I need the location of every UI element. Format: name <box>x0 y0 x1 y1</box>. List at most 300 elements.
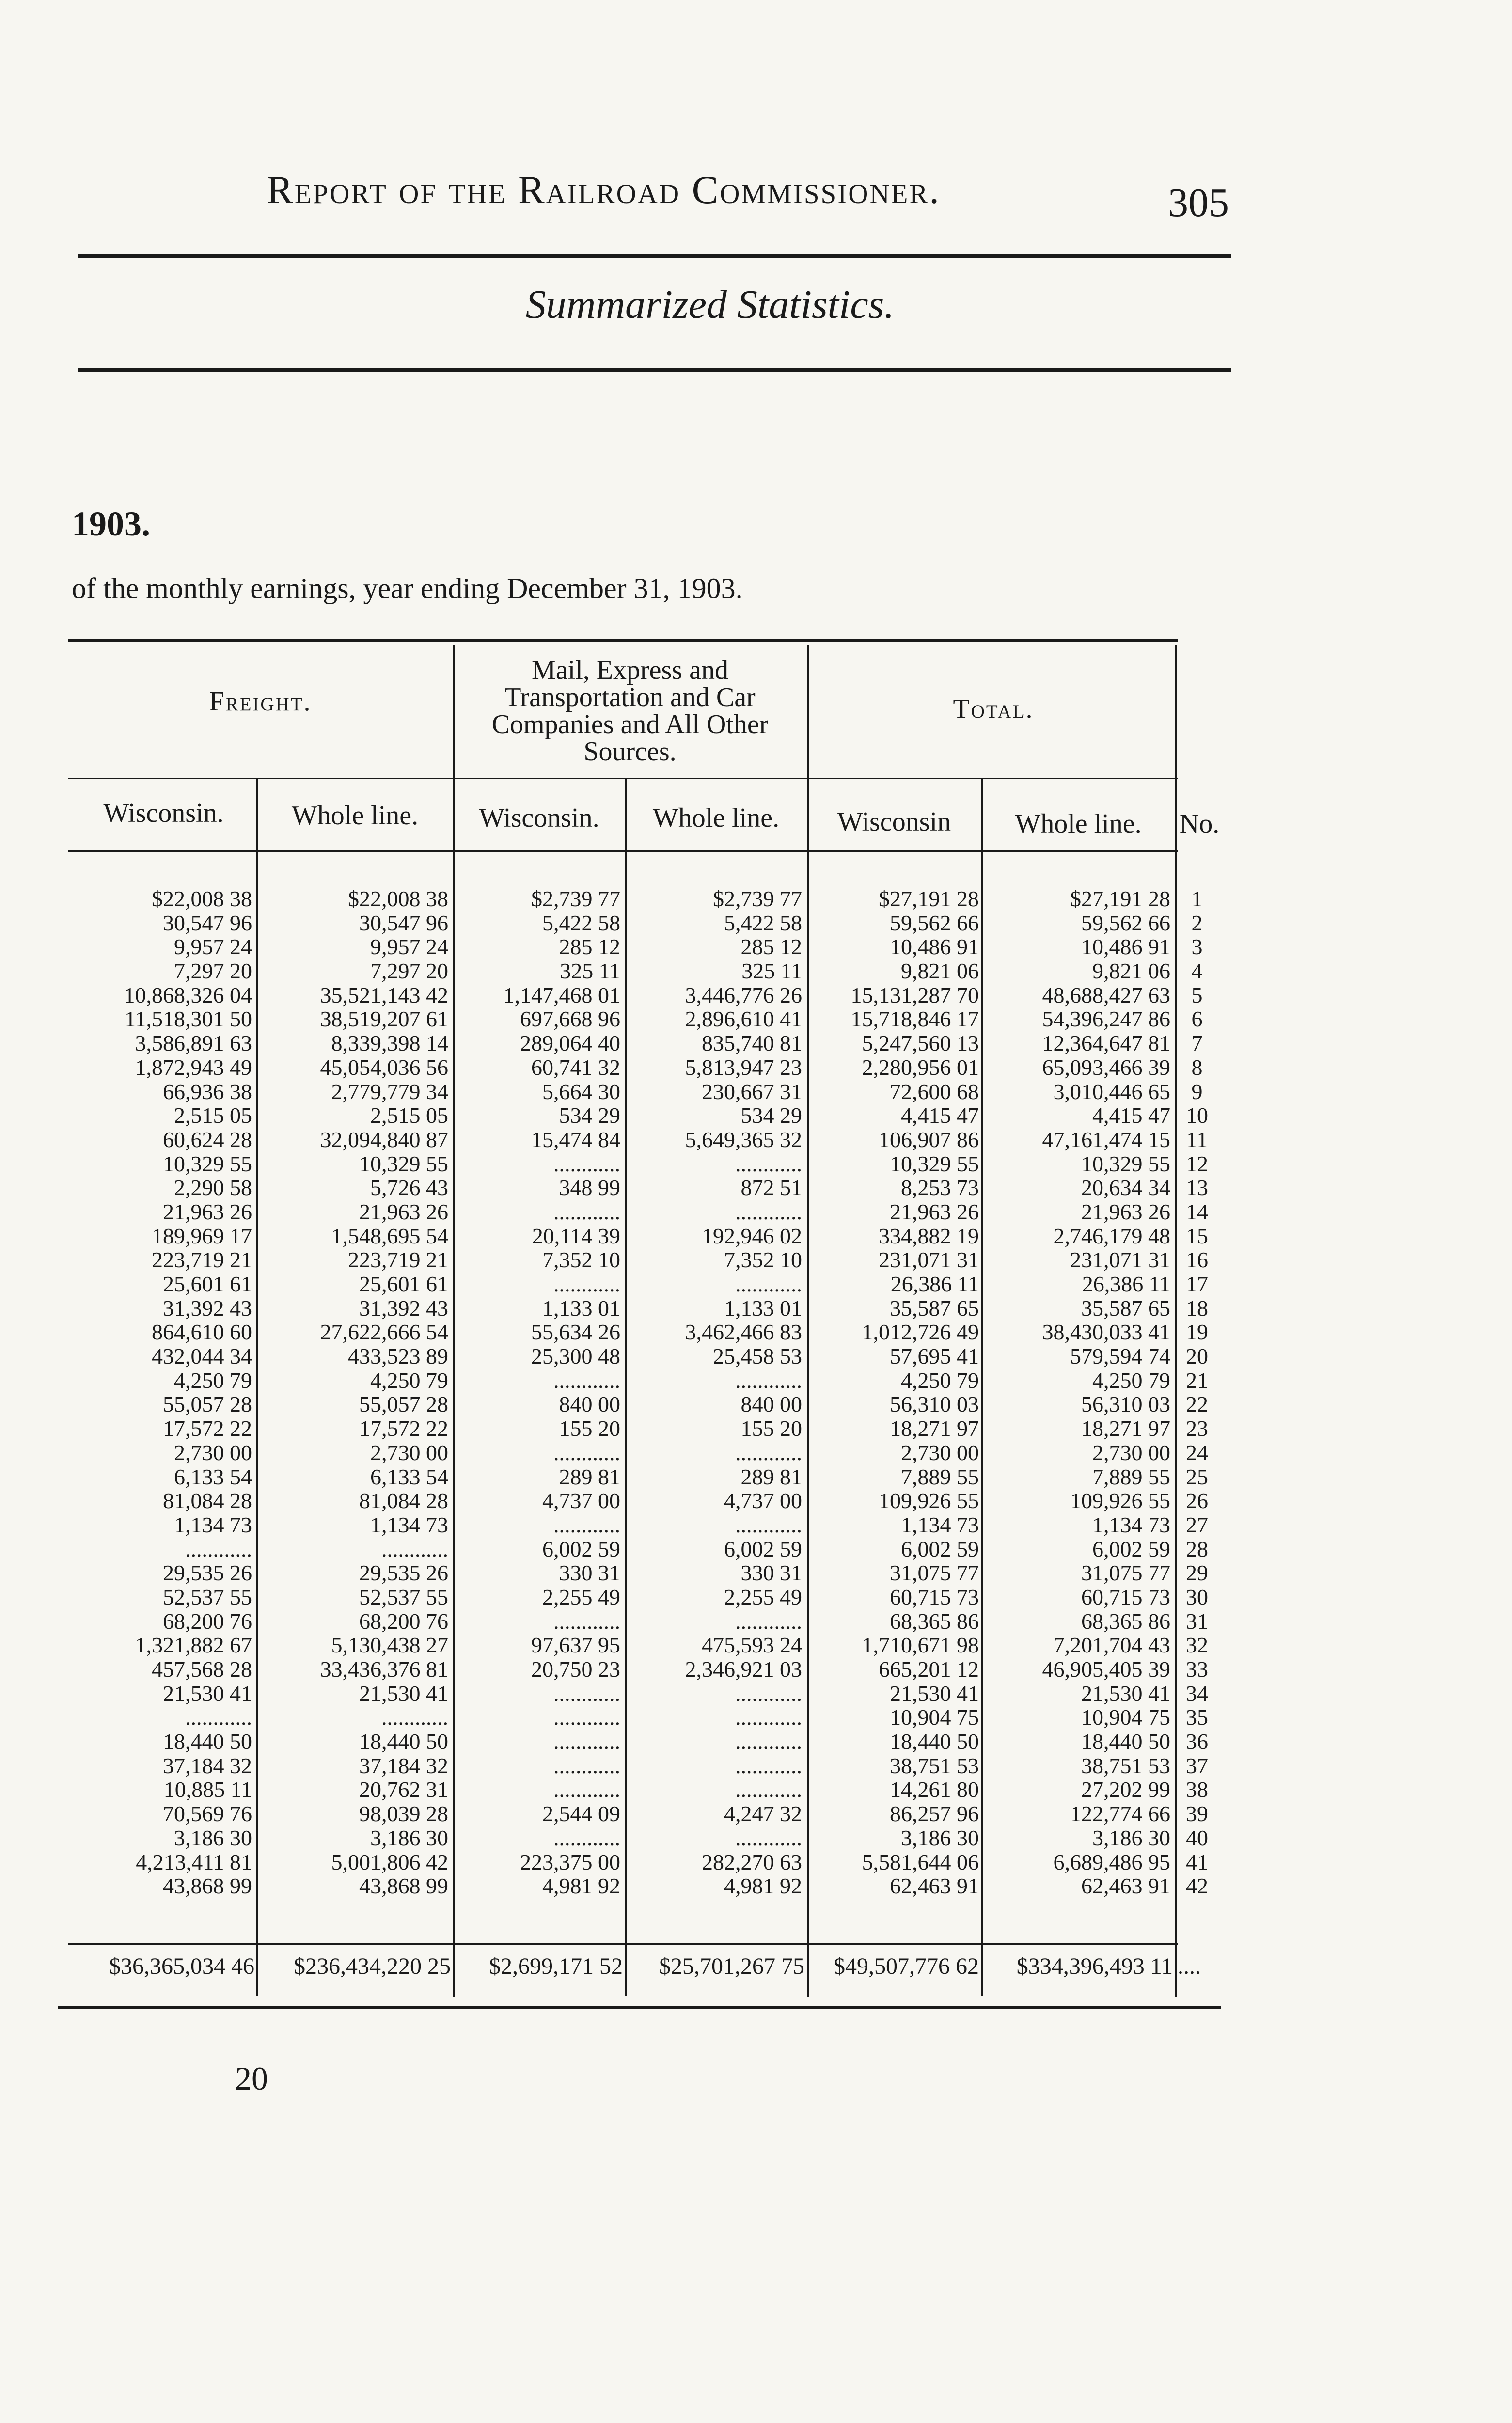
table-cell: 223,375 00 <box>520 1849 620 1874</box>
table-cell: 29,535 26 <box>359 1560 448 1586</box>
table-cell: 432,044 34 <box>152 1344 252 1369</box>
table-cell: 1,548,695 54 <box>331 1223 448 1248</box>
table-cell: ............ <box>553 1825 620 1850</box>
col-header-mail-whole-line: Whole line. <box>652 803 780 833</box>
row-number: 16 <box>1186 1247 1208 1273</box>
table-cell: 32,094,840 87 <box>320 1127 448 1152</box>
table-cell: ............ <box>185 1705 252 1730</box>
table-cell: 4,250 79 <box>1092 1368 1170 1393</box>
table-cell: 1,710,671 98 <box>862 1633 979 1658</box>
table-cell: 21,963 26 <box>163 1199 252 1224</box>
total-total-wisconsin: $49,507,776 62 <box>834 1953 979 1979</box>
table-cell: 21,530 41 <box>1081 1681 1170 1706</box>
table-cell: 3,186 30 <box>174 1825 252 1850</box>
table-cell: 68,365 86 <box>1081 1608 1170 1634</box>
table-cell: 864,610 60 <box>152 1320 252 1345</box>
table-cell: 31,075 77 <box>890 1560 979 1586</box>
table-cell: 59,562 66 <box>1081 910 1170 935</box>
table-cell: 7,889 55 <box>1092 1464 1170 1489</box>
row-number: 10 <box>1186 1103 1208 1128</box>
table-cell: 27,622,666 54 <box>320 1320 448 1345</box>
table-cell: 4,415 47 <box>1092 1103 1170 1128</box>
table-cell: 7,297 20 <box>370 959 448 984</box>
column-total-wisconsin <box>812 887 979 1898</box>
table-cell: 26,386 11 <box>1082 1272 1170 1296</box>
row-number: 42 <box>1186 1873 1208 1899</box>
table-cell: ............ <box>553 1272 620 1296</box>
table-cell: 60,715 73 <box>890 1584 979 1609</box>
row-number: 22 <box>1186 1392 1208 1417</box>
table-cell: 4,247 32 <box>724 1801 802 1826</box>
table-cell: 46,905,405 39 <box>1042 1657 1170 1682</box>
table-cell: 20,750 23 <box>531 1657 620 1682</box>
table-cell: 2,255 49 <box>724 1584 802 1609</box>
table-cell: 4,250 79 <box>901 1368 979 1393</box>
column-freight-wisconsin <box>73 887 252 1898</box>
totals-rule <box>68 1943 1178 1945</box>
table-cell: 2,730 00 <box>901 1440 979 1465</box>
table-cell: 20,634 34 <box>1081 1175 1170 1200</box>
table-cell: 47,161,474 15 <box>1042 1127 1170 1152</box>
table-year: 1903. <box>72 504 150 543</box>
table-cell: 9,821 06 <box>901 959 979 984</box>
row-number: 13 <box>1186 1175 1208 1200</box>
table-cell: 52,537 55 <box>359 1584 448 1609</box>
row-number: 20 <box>1186 1344 1208 1369</box>
table-cell: 5,422 58 <box>542 910 620 935</box>
signature-mark: 20 <box>235 2060 268 2097</box>
table-cell: 4,737 00 <box>724 1488 802 1513</box>
table-cell: 4,213,411 81 <box>136 1849 252 1874</box>
group-header-freight: Freight. <box>209 687 312 717</box>
table-cell: 122,774 66 <box>1070 1801 1170 1826</box>
table-cell: ............ <box>735 1729 802 1754</box>
table-cell: ............ <box>735 1753 802 1778</box>
table-cell: ............ <box>735 1777 802 1802</box>
table-cell: 10,329 55 <box>1081 1151 1170 1176</box>
table-cell: 38,430,033 41 <box>1042 1320 1170 1345</box>
table-cell: 2,255 49 <box>542 1584 620 1609</box>
table-cell: 21,530 41 <box>163 1681 252 1706</box>
table-cell: 2,515 05 <box>370 1103 448 1128</box>
table-cell: ............ <box>553 1199 620 1224</box>
row-number: 26 <box>1186 1488 1208 1513</box>
table-cell: 72,600 68 <box>890 1079 979 1104</box>
table-cell: ............ <box>735 1705 802 1730</box>
row-number: 35 <box>1186 1705 1208 1730</box>
column-header-rule <box>68 778 1178 779</box>
table-cell: 457,568 28 <box>152 1657 252 1682</box>
table-cell: $27,191 28 <box>879 886 979 911</box>
table-cell: 81,084 28 <box>163 1488 252 1513</box>
table-cell: 25,601 61 <box>163 1272 252 1296</box>
table-cell: 5,726 43 <box>370 1175 448 1200</box>
group-header-mail: Mail, Express and Transportation and Car Companies and All Other Sources. <box>491 655 769 767</box>
table-cell: 872 51 <box>740 1175 802 1200</box>
table-cell: ............ <box>553 1705 620 1730</box>
row-number: 2 <box>1191 910 1203 935</box>
divider-mail-total <box>807 645 809 1997</box>
table-cell: 2,346,921 03 <box>685 1657 802 1682</box>
row-number: 31 <box>1186 1608 1208 1634</box>
table-cell: 15,718,846 17 <box>850 1007 979 1032</box>
total-row-number: .... <box>1178 1953 1201 1979</box>
row-number: 25 <box>1186 1464 1208 1489</box>
row-number: 6 <box>1191 1007 1203 1032</box>
table-cell: 17,572 22 <box>163 1416 252 1441</box>
total-total-whole-line: $334,396,493 11 <box>1016 1953 1173 1979</box>
divider-total-cols <box>981 779 983 1996</box>
table-cell: 6,002 59 <box>901 1536 979 1561</box>
table-cell: 3,186 30 <box>901 1825 979 1850</box>
divider-freight-mail <box>453 645 455 1997</box>
table-cell: 35,587 65 <box>1081 1295 1170 1321</box>
table-cell: 10,486 91 <box>890 934 979 960</box>
row-number: 14 <box>1186 1199 1208 1224</box>
table-cell: 475,593 24 <box>702 1633 802 1658</box>
table-cell: 1,147,468 01 <box>503 982 620 1007</box>
table-cell: 30,547 96 <box>359 910 448 935</box>
table-cell: 21,963 26 <box>890 1199 979 1224</box>
table-cell: 68,200 76 <box>359 1608 448 1634</box>
table-cell: $22,008 38 <box>348 886 448 911</box>
table-cell: 9,821 06 <box>1092 959 1170 984</box>
row-number: 4 <box>1191 959 1203 984</box>
table-cell: 534 29 <box>559 1103 620 1128</box>
table-cell: 1,133 01 <box>724 1295 802 1321</box>
table-cell: 18,440 50 <box>163 1729 252 1754</box>
table-cell: 33,436,376 81 <box>320 1657 448 1682</box>
table-cell: 189,969 17 <box>152 1223 252 1248</box>
table-cell: 230,667 31 <box>702 1079 802 1104</box>
table-cell: 6,689,486 95 <box>1053 1849 1170 1874</box>
table-cell: 38,519,207 61 <box>320 1007 448 1032</box>
table-cell: $27,191 28 <box>1070 886 1170 911</box>
table-cell: 223,719 21 <box>348 1247 448 1273</box>
table-cell: 55,057 28 <box>163 1392 252 1417</box>
table-cell: 15,131,287 70 <box>850 982 979 1007</box>
table-cell: 68,365 86 <box>890 1608 979 1634</box>
table-cell: 12,364,647 81 <box>1042 1031 1170 1056</box>
table-cell: 835,740 81 <box>702 1031 802 1056</box>
total-mail-whole-line: $25,701,267 75 <box>659 1953 804 1979</box>
table-cell: ............ <box>553 1729 620 1754</box>
table-cell: 155 20 <box>740 1416 802 1441</box>
table-cell: 37,184 32 <box>359 1753 448 1778</box>
table-cell: 155 20 <box>559 1416 620 1441</box>
table-cell: 18,440 50 <box>359 1729 448 1754</box>
table-cell: 1,134 73 <box>1092 1512 1170 1537</box>
table-cell: 2,896,610 41 <box>685 1007 802 1032</box>
section-subtitle: Summarized Statistics. <box>525 282 895 327</box>
table-cell: ............ <box>735 1368 802 1393</box>
row-number: 34 <box>1186 1681 1208 1706</box>
table-cell: 9,957 24 <box>370 934 448 960</box>
row-number: 3 <box>1191 934 1203 960</box>
row-number: 38 <box>1186 1777 1208 1802</box>
table-cell: ............ <box>381 1705 448 1730</box>
table-cell: 348 99 <box>559 1175 620 1200</box>
table-cell: 81,084 28 <box>359 1488 448 1513</box>
table-cell: 334,882 19 <box>879 1223 979 1248</box>
table-cell: 289 81 <box>740 1464 802 1489</box>
table-cell: ............ <box>185 1536 252 1561</box>
table-cell: 231,071 31 <box>879 1247 979 1273</box>
total-freight-wisconsin: $36,365,034 46 <box>109 1953 254 1979</box>
table-cell: 5,581,644 06 <box>862 1849 979 1874</box>
table-cell: 3,462,466 83 <box>685 1320 802 1345</box>
table-cell: 45,054,036 56 <box>320 1054 448 1080</box>
table-cell: 2,746,179 48 <box>1053 1223 1170 1248</box>
table-cell: 325 11 <box>741 959 802 984</box>
row-number: 30 <box>1186 1584 1208 1609</box>
table-cell: ............ <box>553 1512 620 1537</box>
column-mail-wisconsin <box>458 887 620 1898</box>
table-cell: 2,779,779 34 <box>331 1079 448 1104</box>
subtitle-rule <box>78 368 1231 372</box>
table-cell: 7,201,704 43 <box>1053 1633 1170 1658</box>
column-row-number <box>1173 887 1221 1898</box>
table-cell: 840 00 <box>559 1392 620 1417</box>
table-cell: 25,300 48 <box>531 1344 620 1369</box>
table-cell: 6,002 59 <box>1092 1536 1170 1561</box>
table-cell: 433,523 89 <box>348 1344 448 1369</box>
table-cell: 3,186 30 <box>370 1825 448 1850</box>
row-number: 1 <box>1191 886 1203 911</box>
table-cell: 109,926 55 <box>879 1488 979 1513</box>
table-cell: 60,715 73 <box>1081 1584 1170 1609</box>
table-cell: 2,730 00 <box>370 1440 448 1465</box>
table-cell: 109,926 55 <box>1070 1488 1170 1513</box>
table-cell: 25,458 53 <box>713 1344 802 1369</box>
table-cell: 3,010,446 65 <box>1053 1079 1170 1104</box>
row-number: 7 <box>1191 1031 1203 1056</box>
table-cell: ............ <box>735 1272 802 1296</box>
table-cell: 5,813,947 23 <box>685 1054 802 1080</box>
table-cell: 2,544 09 <box>542 1801 620 1826</box>
table-cell: 4,981 92 <box>542 1873 620 1899</box>
table-cell: ............ <box>735 1608 802 1634</box>
table-cell: 54,396,247 86 <box>1042 1007 1170 1032</box>
table-cell: 5,247,560 13 <box>862 1031 979 1056</box>
table-cell: 4,415 47 <box>901 1103 979 1128</box>
table-cell: 15,474 84 <box>531 1127 620 1152</box>
table-cell: 289,064 40 <box>520 1031 620 1056</box>
table-cell: 56,310 03 <box>890 1392 979 1417</box>
table-cell: 31,392 43 <box>359 1295 448 1321</box>
table-cell: 2,280,956 01 <box>862 1054 979 1080</box>
column-total-whole-line <box>986 887 1170 1898</box>
table-cell: $22,008 38 <box>152 886 252 911</box>
row-number: 37 <box>1186 1753 1208 1778</box>
col-header-mail-wisconsin: Wisconsin. <box>479 803 599 833</box>
table-cell: 3,186 30 <box>1092 1825 1170 1850</box>
table-cell: 6,133 54 <box>174 1464 252 1489</box>
table-cell: 20,114 39 <box>532 1223 620 1248</box>
table-cell: 68,200 76 <box>163 1608 252 1634</box>
table-cell: 20,762 31 <box>359 1777 448 1802</box>
table-cell: 86,257 96 <box>890 1801 979 1826</box>
table-cell: 2,730 00 <box>174 1440 252 1465</box>
table-cell: 5,422 58 <box>724 910 802 935</box>
row-number: 5 <box>1191 982 1203 1007</box>
table-cell: 2,290 58 <box>174 1175 252 1200</box>
table-cell: 10,486 91 <box>1081 934 1170 960</box>
table-cell: 5,001,806 42 <box>331 1849 448 1874</box>
row-number: 39 <box>1186 1801 1208 1826</box>
table-cell: 10,904 75 <box>890 1705 979 1730</box>
table-cell: ............ <box>553 1440 620 1465</box>
row-number: 11 <box>1186 1127 1208 1152</box>
table-cell: 5,664 30 <box>542 1079 620 1104</box>
row-number: 41 <box>1186 1849 1208 1874</box>
table-cell: 9,957 24 <box>174 934 252 960</box>
page-number: 305 <box>1168 180 1229 225</box>
total-mail-wisconsin: $2,699,171 52 <box>489 1953 623 1979</box>
table-cell: 330 31 <box>740 1560 802 1586</box>
table-cell: 579,594 74 <box>1070 1344 1170 1369</box>
table-cell: 106,907 86 <box>879 1127 979 1152</box>
table-cell: 21,530 41 <box>359 1681 448 1706</box>
table-cell: 21,963 26 <box>1081 1199 1170 1224</box>
table-cell: 18,440 50 <box>890 1729 979 1754</box>
row-number: 27 <box>1186 1512 1208 1537</box>
table-cell: ............ <box>553 1777 620 1802</box>
table-cell: 18,271 97 <box>890 1416 979 1441</box>
row-number: 15 <box>1186 1223 1208 1248</box>
table-cell: ............ <box>735 1681 802 1706</box>
row-number: 23 <box>1186 1416 1208 1441</box>
table-cell: 48,688,427 63 <box>1042 982 1170 1007</box>
table-cell: 56,310 03 <box>1081 1392 1170 1417</box>
table-cell: 8,339,398 14 <box>331 1031 448 1056</box>
row-number: 36 <box>1186 1729 1208 1754</box>
table-cell: ............ <box>735 1512 802 1537</box>
table-cell: 10,329 55 <box>163 1151 252 1176</box>
table-cell: 29,535 26 <box>163 1560 252 1586</box>
table-bottom-rule <box>58 2006 1221 2009</box>
table-cell: 1,321,882 67 <box>135 1633 252 1658</box>
column-freight-whole-line <box>259 887 448 1898</box>
table-cell: 10,329 55 <box>890 1151 979 1176</box>
row-number: 24 <box>1186 1440 1208 1465</box>
table-cell: 37,184 32 <box>163 1753 252 1778</box>
table-cell: 25,601 61 <box>359 1272 448 1296</box>
table-cell: 21,963 26 <box>359 1199 448 1224</box>
col-header-total-wisconsin: Wisconsin <box>837 807 951 837</box>
table-cell: 65,093,466 39 <box>1042 1054 1170 1080</box>
table-cell: 55,057 28 <box>359 1392 448 1417</box>
table-cell: ............ <box>735 1440 802 1465</box>
table-cell: 38,751 53 <box>1081 1753 1170 1778</box>
table-cell: 35,521,143 42 <box>320 982 448 1007</box>
table-cell: 6,133 54 <box>370 1464 448 1489</box>
table-cell: 31,075 77 <box>1081 1560 1170 1586</box>
table-cell: 55,634 26 <box>531 1320 620 1345</box>
table-cell: $2,739 77 <box>531 886 620 911</box>
table-cell: 52,537 55 <box>163 1584 252 1609</box>
table-cell: 31,392 43 <box>163 1295 252 1321</box>
table-cell: 60,741 32 <box>531 1054 620 1080</box>
table-cell: 7,297 20 <box>174 959 252 984</box>
table-cell: 6,002 59 <box>542 1536 620 1561</box>
table-cell: 10,885 11 <box>163 1777 252 1802</box>
table-cell: 697,668 96 <box>520 1007 620 1032</box>
row-number: 29 <box>1186 1560 1208 1586</box>
table-cell: 4,250 79 <box>370 1368 448 1393</box>
table-cell: 11,518,301 50 <box>125 1007 252 1032</box>
table-cell: ............ <box>553 1753 620 1778</box>
table-cell: 2,730 00 <box>1092 1440 1170 1465</box>
table-top-rule <box>68 639 1178 642</box>
table-cell: 26,386 11 <box>890 1272 979 1296</box>
table-cell: 8,253 73 <box>901 1175 979 1200</box>
table-cell: 62,463 91 <box>890 1873 979 1899</box>
table-cell: 1,134 73 <box>370 1512 448 1537</box>
col-header-row-number: No. <box>1179 809 1220 839</box>
row-number: 33 <box>1186 1657 1208 1682</box>
row-number: 17 <box>1186 1272 1208 1296</box>
row-number: 40 <box>1186 1825 1208 1850</box>
table-cell: 60,624 28 <box>163 1127 252 1152</box>
table-cell: 18,271 97 <box>1081 1416 1170 1441</box>
table-cell: 1,133 01 <box>542 1295 620 1321</box>
header-rule <box>78 254 1231 258</box>
table-cell: 1,134 73 <box>174 1512 252 1537</box>
table-cell: 3,586,891 63 <box>135 1031 252 1056</box>
total-freight-whole-line: $236,434,220 25 <box>294 1953 451 1979</box>
table-cell: 10,329 55 <box>359 1151 448 1176</box>
table-cell: 665,201 12 <box>879 1657 979 1682</box>
table-cell: 325 11 <box>560 959 620 984</box>
table-cell: 289 81 <box>559 1464 620 1489</box>
table-cell: 21,530 41 <box>890 1681 979 1706</box>
running-head: Report of the Railroad Commissioner. <box>267 168 941 212</box>
body-top-rule <box>68 850 1178 852</box>
table-cell: 282,270 63 <box>702 1849 802 1874</box>
table-cell: 3,446,776 26 <box>685 982 802 1007</box>
table-cell: 285 12 <box>559 934 620 960</box>
table-cell: 17,572 22 <box>359 1416 448 1441</box>
table-cell: 5,649,365 32 <box>685 1127 802 1152</box>
table-cell: 840 00 <box>740 1392 802 1417</box>
group-header-total: Total. <box>953 694 1034 724</box>
row-number: 21 <box>1186 1368 1208 1393</box>
table-cell: 7,889 55 <box>901 1464 979 1489</box>
table-cell: 62,463 91 <box>1081 1873 1170 1899</box>
table-cell: 4,981 92 <box>724 1873 802 1899</box>
table-cell: 57,695 41 <box>890 1344 979 1369</box>
table-cell: 231,071 31 <box>1070 1247 1170 1273</box>
row-number: 28 <box>1186 1536 1208 1561</box>
table-cell: 1,872,943 49 <box>135 1054 252 1080</box>
table-cell: $2,739 77 <box>713 886 802 911</box>
table-cell: 5,130,438 27 <box>331 1633 448 1658</box>
table-cell: 10,868,326 04 <box>124 982 252 1007</box>
table-cell: 70,569 76 <box>163 1801 252 1826</box>
table-cell: 223,719 21 <box>152 1247 252 1273</box>
divider-mail-cols <box>625 779 627 1996</box>
col-header-freight-whole-line: Whole line. <box>291 801 419 831</box>
table-cell: ............ <box>735 1151 802 1176</box>
column-mail-whole-line <box>630 887 802 1898</box>
table-cell: ............ <box>553 1368 620 1393</box>
table-cell: 1,012,726 49 <box>862 1320 979 1345</box>
table-cell: 18,440 50 <box>1081 1729 1170 1754</box>
table-cell: 27,202 99 <box>1081 1777 1170 1802</box>
table-cell: 1,134 73 <box>901 1512 979 1537</box>
col-header-total-whole-line: Whole line. <box>1015 809 1142 839</box>
